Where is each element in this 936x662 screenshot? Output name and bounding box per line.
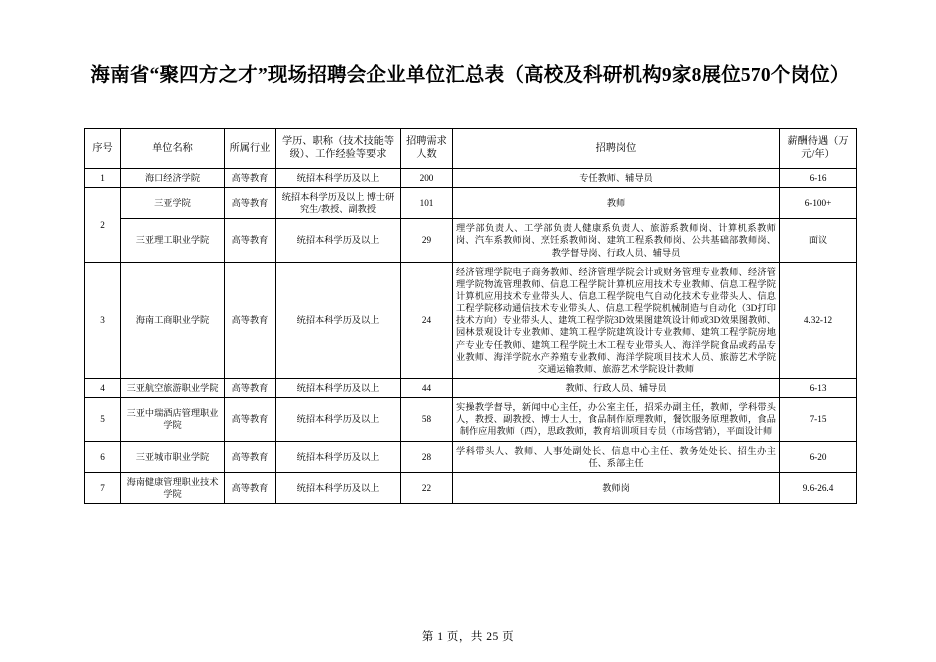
summary-table-container <box>84 128 856 504</box>
cell-pay: 6-16 <box>780 168 857 187</box>
cell-no: 6 <box>85 441 121 472</box>
cell-unit: 三亚理工职业学院 <box>121 219 225 262</box>
cell-count: 44 <box>401 379 453 398</box>
cell-post: 实操教学督导，新闻中心主任，办公室主任，招采办副主任，教师，学科带头人，教授、副教授、博士人士，食品制作原理教师，餐饮服务原理教师，食品制作应用教师（西），思政教师，教育培训项目专员（市场营销），平面设计师 <box>453 398 780 441</box>
cell-count: 22 <box>401 472 453 503</box>
cell-post: 学科带头人、教师、人事处副处长、信息中心主任、教务处处长、招生办主任、系部主任 <box>453 441 780 472</box>
cell-no: 7 <box>85 472 121 503</box>
table-row <box>85 472 857 503</box>
table-row <box>85 168 857 187</box>
cell-requirement: 统招本科学历及以上 <box>276 168 401 187</box>
cell-no: 2 <box>85 188 121 263</box>
cell-unit: 三亚学院 <box>121 188 225 219</box>
recruitment-summary-table <box>84 128 857 504</box>
cell-post: 教师 <box>453 188 780 219</box>
cell-pay: 4.32-12 <box>780 262 857 378</box>
cell-industry: 高等教育 <box>225 188 276 219</box>
cell-requirement: 统招本科学历及以上 博士研究生/教授、副教授 <box>276 188 401 219</box>
cell-pay: 面议 <box>780 219 857 262</box>
cell-no: 1 <box>85 168 121 187</box>
cell-industry: 高等教育 <box>225 472 276 503</box>
header-no: 序号 <box>85 129 121 169</box>
cell-no: 3 <box>85 262 121 378</box>
cell-requirement: 统招本科学历及以上 <box>276 441 401 472</box>
cell-unit: 三亚中瑞酒店管理职业学院 <box>121 398 225 441</box>
cell-requirement: 统招本科学历及以上 <box>276 398 401 441</box>
page-title: 海南省“聚四方之才”现场招聘会企业单位汇总表（高校及科研机构9家8展位570个岗位） <box>90 65 850 86</box>
cell-count: 200 <box>401 168 453 187</box>
cell-count: 58 <box>401 398 453 441</box>
cell-requirement: 统招本科学历及以上 <box>276 472 401 503</box>
cell-count: 29 <box>401 219 453 262</box>
cell-industry: 高等教育 <box>225 262 276 378</box>
header-requirement: 学历、职称（技术技能等级）、工作经验等要求 <box>276 129 401 169</box>
page-number-footer: 第 1 页，共 25 页 <box>421 631 515 643</box>
table-row <box>85 188 857 219</box>
table-row <box>85 398 857 441</box>
cell-unit: 三亚航空旅游职业学院 <box>121 379 225 398</box>
cell-requirement: 统招本科学历及以上 <box>276 219 401 262</box>
cell-pay: 7-15 <box>780 398 857 441</box>
cell-industry: 高等教育 <box>225 379 276 398</box>
header-post: 招聘岗位 <box>453 129 780 169</box>
cell-requirement: 统招本科学历及以上 <box>276 262 401 378</box>
cell-count: 24 <box>401 262 453 378</box>
cell-unit: 海口经济学院 <box>121 168 225 187</box>
table-row <box>85 379 857 398</box>
cell-unit: 海南工商职业学院 <box>121 262 225 378</box>
cell-post: 理学部负责人、工学部负责人健康系负责人、旅游系教师岗、计算机系教师岗、汽车系教师岗、烹饪系教师岗、建筑工程系教师岗、公共基础部教师岗、教学督导岗、行政人员、辅导员 <box>453 219 780 262</box>
cell-pay: 6-20 <box>780 441 857 472</box>
cell-industry: 高等教育 <box>225 168 276 187</box>
table-row <box>85 219 857 262</box>
cell-unit: 三亚城市职业学院 <box>121 441 225 472</box>
header-unit: 单位名称 <box>121 129 225 169</box>
cell-industry: 高等教育 <box>225 441 276 472</box>
cell-pay: 9.6-26.4 <box>780 472 857 503</box>
cell-no: 5 <box>85 398 121 441</box>
table-row <box>85 262 857 378</box>
table-row <box>85 441 857 472</box>
cell-no: 4 <box>85 379 121 398</box>
cell-unit: 海南健康管理职业技术学院 <box>121 472 225 503</box>
cell-count: 28 <box>401 441 453 472</box>
cell-pay: 6-13 <box>780 379 857 398</box>
cell-count: 101 <box>401 188 453 219</box>
cell-requirement: 统招本科学历及以上 <box>276 379 401 398</box>
header-pay: 薪酬待遇（万元/年） <box>780 129 857 169</box>
cell-industry: 高等教育 <box>225 219 276 262</box>
cell-post: 专任教师、辅导员 <box>453 168 780 187</box>
header-count: 招聘需求人数 <box>401 129 453 169</box>
table-header-row <box>85 129 857 169</box>
cell-post: 教师岗 <box>453 472 780 503</box>
cell-post: 教师、行政人员、辅导员 <box>453 379 780 398</box>
cell-post: 经济管理学院电子商务教师、经济管理学院会计或财务管理专业教师、经济管理学院物流管理教师、信息工程学院计算机应用技术专业教师、信息工程学院计算机应用技术专业带头人、信息工程学院电气自动化技术专业带头人、信息工程学院移动通信技术专业带头人、信息工程学院机械制造与自动化（3D打印技术方向）专业带头人、建筑工程学院3D效果图建筑设计师或3D效果图教师、园林景观设计专业教师、建筑工程学院建筑设计专业教师、建筑工程学院房地产专业专任教师、建筑工程学院土木工程专业带头人、海洋学院食品或药品专业教师、海洋学院水产养殖专业教师、海洋学院项目技术人员、旅游艺术学院交通运输教师、旅游艺术学院设计教师 <box>453 262 780 378</box>
header-industry: 所属行业 <box>225 129 276 169</box>
cell-industry: 高等教育 <box>225 398 276 441</box>
cell-pay: 6-100+ <box>780 188 857 219</box>
